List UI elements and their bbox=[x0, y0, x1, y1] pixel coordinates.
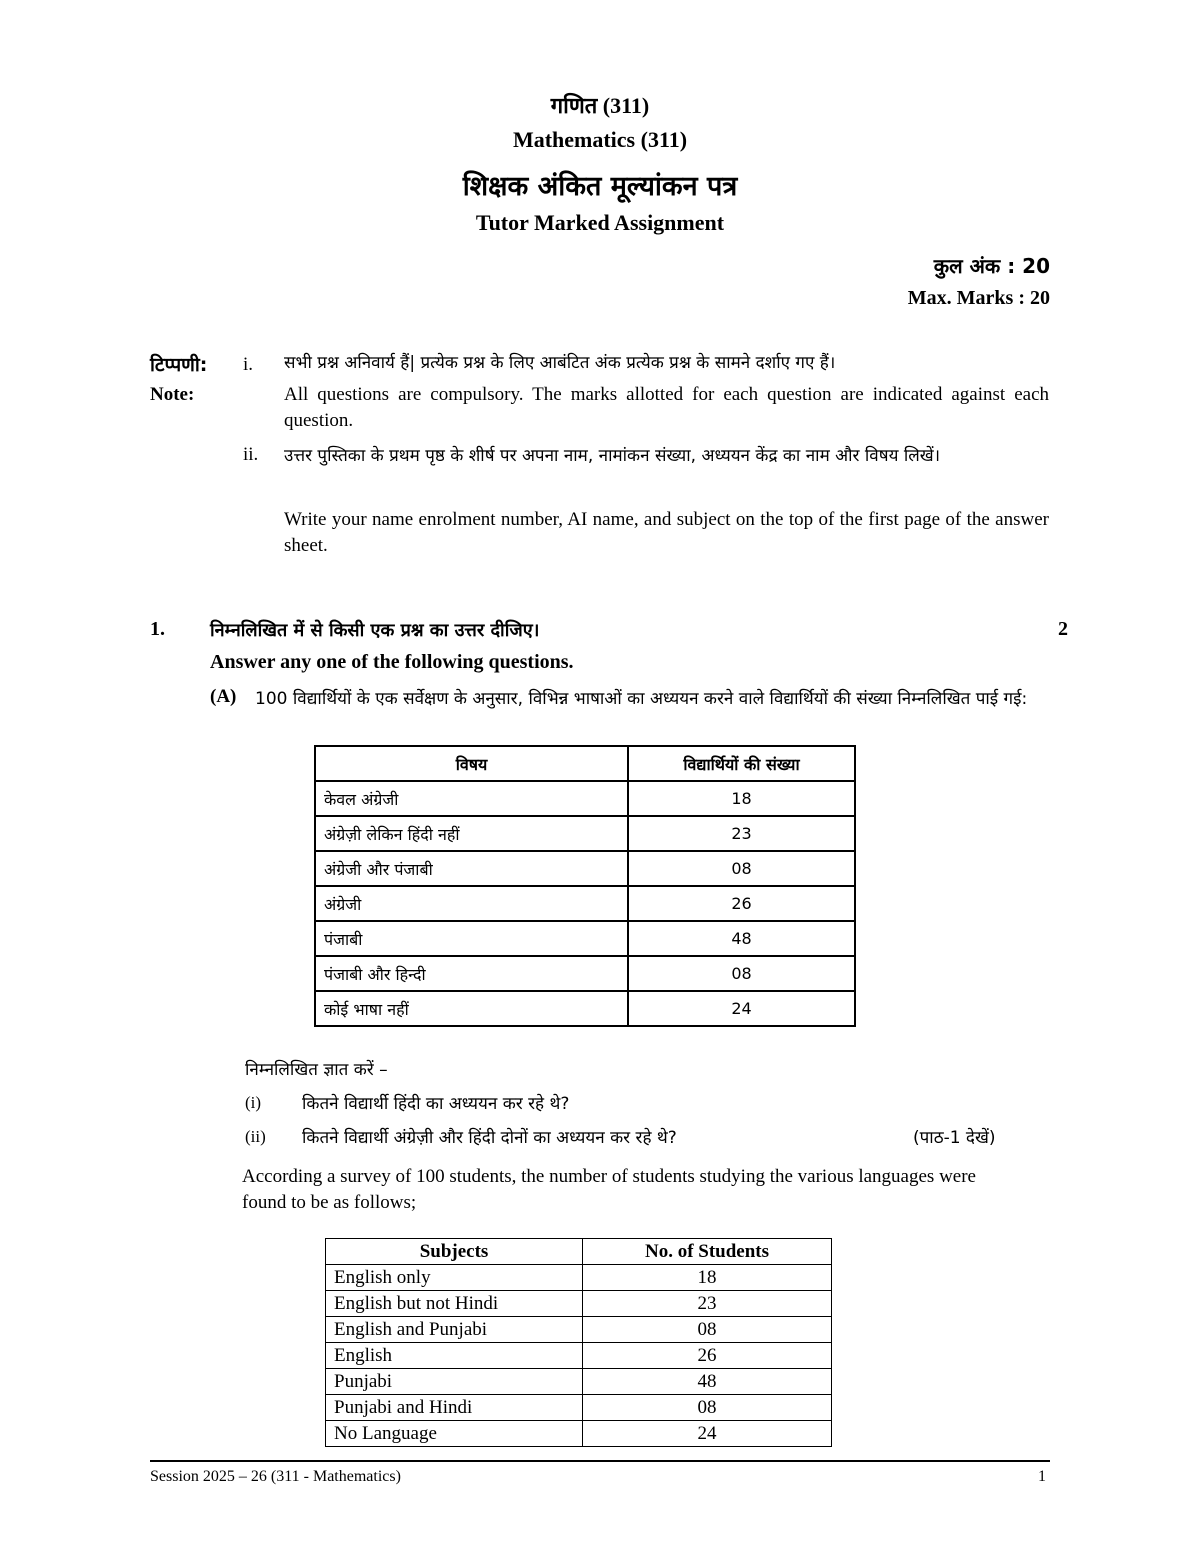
table-cell-count: 23 bbox=[628, 816, 855, 851]
note-ii-hindi: उत्तर पुस्तिका के प्रथम पृष्ठ के शीर्ष पर अपना नाम, नामांकन संख्या, अध्ययन केंद्र का नाम और विषय लिखें। bbox=[284, 446, 941, 466]
option-label: (A) bbox=[210, 686, 237, 707]
table-cell-subject: No Language bbox=[326, 1421, 583, 1447]
table-cell-subject: पंजाबी bbox=[315, 921, 628, 956]
table-row bbox=[326, 1265, 832, 1291]
table-row bbox=[326, 1343, 832, 1369]
footer-page-number: 1 bbox=[1038, 1468, 1046, 1485]
option-text-hindi: 100 विद्यार्थियों के एक सर्वेक्षण के अनुसार, विभिन्न भाषाओं का अध्ययन करने वाले विद्यार्थियों की संख्या निम्नलिखित पाई गई: bbox=[255, 689, 1028, 709]
table-cell-subject: केवल अंग्रेजी bbox=[315, 781, 628, 816]
note-label-english: Note: bbox=[150, 384, 195, 405]
note-label-hindi: टिप्पणी: bbox=[150, 354, 208, 376]
table-cell-subject: पंजाबी और हिन्दी bbox=[315, 956, 628, 991]
table-header-cell: Subjects bbox=[326, 1239, 583, 1265]
table-row bbox=[315, 886, 855, 921]
title-english: Mathematics (311) bbox=[512, 127, 688, 152]
note-i-english: All questions are compulsory. The marks allotted for each question are indicated against each question. bbox=[284, 384, 1049, 431]
note-i-hindi: सभी प्रश्न अनिवार्य हैं| प्रत्येक प्रश्न के लिए आबंटित अंक प्रत्येक प्रश्न के सामने दर्शाए गए हैं। bbox=[284, 353, 836, 373]
table-row bbox=[326, 1369, 832, 1395]
table-cell-subject: अंग्रेजी और पंजाबी bbox=[315, 851, 628, 886]
table-row bbox=[326, 1291, 832, 1317]
subtitle-english: Tutor Marked Assignment bbox=[475, 210, 725, 235]
table-cell-count: 48 bbox=[583, 1369, 832, 1395]
footer-divider bbox=[150, 1460, 1050, 1462]
table-row bbox=[326, 1421, 832, 1447]
max-marks-hindi: कुल अंक : 20 bbox=[933, 254, 1050, 278]
table-cell-count: 08 bbox=[583, 1395, 832, 1421]
table-header-cell: No. of Students bbox=[583, 1239, 832, 1265]
table-cell-count: 26 bbox=[583, 1343, 832, 1369]
question-text-english: According a survey of 100 students, the number of students studying the various languages were found to be as follows; bbox=[242, 1166, 976, 1213]
table-cell-subject: अंग्रेजी bbox=[315, 886, 628, 921]
lesson-reference: (पाठ-1 देखें) bbox=[913, 1128, 996, 1148]
note-i-roman: i. bbox=[243, 354, 254, 375]
table-cell-count: 24 bbox=[628, 991, 855, 1026]
table-cell-count: 08 bbox=[628, 851, 855, 886]
table-header-cell: विषय bbox=[315, 746, 628, 781]
subtitle-hindi: शिक्षक अंकित मूल्यांकन पत्र bbox=[462, 171, 738, 202]
table-cell-subject: English and Punjabi bbox=[326, 1317, 583, 1343]
question-instruction-hindi: निम्नलिखित में से किसी एक प्रश्न का उत्तर दीजिए। bbox=[210, 620, 540, 641]
max-marks-english: Max. Marks : 20 bbox=[907, 287, 1050, 309]
table-cell-count: 48 bbox=[628, 921, 855, 956]
sub-question-text: कितने विद्यार्थी अंग्रेज़ी और हिंदी दोनों का अध्ययन कर रहे थे? bbox=[302, 1128, 677, 1148]
table-cell-subject: कोई भाषा नहीं bbox=[315, 991, 628, 1026]
table-cell-count: 24 bbox=[583, 1421, 832, 1447]
table-row bbox=[315, 991, 855, 1026]
table-cell-count: 18 bbox=[628, 781, 855, 816]
table-hindi bbox=[314, 745, 856, 1027]
table-cell-subject: Punjabi and Hindi bbox=[326, 1395, 583, 1421]
table-english bbox=[325, 1238, 832, 1447]
table-cell-count: 26 bbox=[628, 886, 855, 921]
find-instruction: निम्नलिखित ज्ञात करें – bbox=[245, 1060, 388, 1080]
table-cell-count: 08 bbox=[628, 956, 855, 991]
table-row bbox=[315, 921, 855, 956]
table-cell-subject: English but not Hindi bbox=[326, 1291, 583, 1317]
sub-question-text: कितने विद्यार्थी हिंदी का अध्ययन कर रहे थे? bbox=[302, 1094, 570, 1114]
note-ii-roman: ii. bbox=[243, 444, 259, 465]
table-row bbox=[315, 781, 855, 816]
table-row bbox=[326, 1317, 832, 1343]
footer-session: Session 2025 – 26 (311 - Mathematics) bbox=[150, 1468, 401, 1485]
note-ii-english: Write your name enrolment number, AI name, and subject on the top of the first page of the answer sheet. bbox=[284, 509, 1049, 556]
table-row bbox=[326, 1395, 832, 1421]
table-header-row bbox=[315, 746, 855, 781]
sub-question-roman: (i) bbox=[245, 1093, 262, 1112]
table-row bbox=[315, 851, 855, 886]
table-header-cell: विद्यार्थियों की संख्या bbox=[628, 746, 855, 781]
table-cell-subject: English bbox=[326, 1343, 583, 1369]
table-cell-subject: English only bbox=[326, 1265, 583, 1291]
sub-question-roman: (ii) bbox=[245, 1127, 266, 1146]
table-header-row bbox=[326, 1239, 832, 1265]
table-cell-subject: Punjabi bbox=[326, 1369, 583, 1395]
question-instruction-english: Answer any one of the following questions. bbox=[210, 651, 574, 673]
title-hindi: गणित (311) bbox=[550, 93, 650, 118]
table-row bbox=[315, 956, 855, 991]
table-row bbox=[315, 816, 855, 851]
table-cell-count: 08 bbox=[583, 1317, 832, 1343]
table-cell-count: 23 bbox=[583, 1291, 832, 1317]
table-cell-subject: अंग्रेज़ी लेकिन हिंदी नहीं bbox=[315, 816, 628, 851]
table-cell-count: 18 bbox=[583, 1265, 832, 1291]
question-marks: 2 bbox=[1058, 618, 1068, 640]
question-number: 1. bbox=[150, 618, 165, 640]
